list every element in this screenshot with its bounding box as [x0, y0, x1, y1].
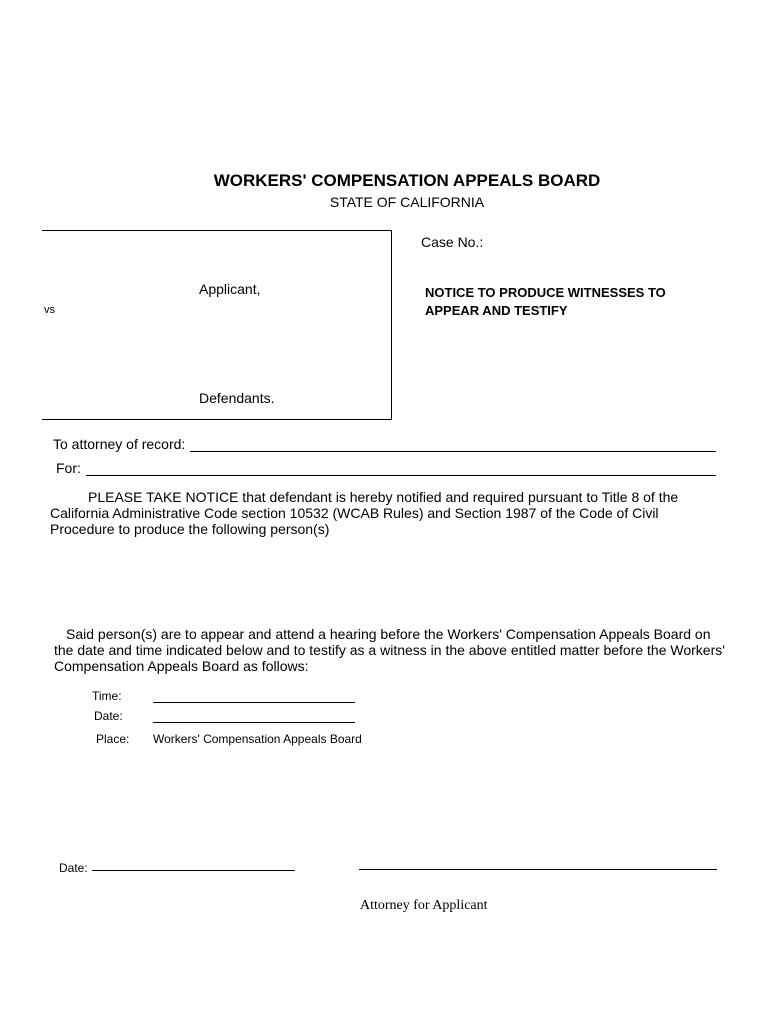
- place-label: Place:: [96, 732, 130, 746]
- form-subtitle: STATE OF CALIFORNIA: [329, 194, 485, 210]
- hearing-paragraph-line-1: Said person(s) are to appear and attend a hearing before the Workers' Compensation Appeals Board on: [66, 626, 711, 642]
- signature-date-label: Date:: [59, 861, 88, 875]
- notice-paragraph: [50, 489, 730, 537]
- notice-title: [425, 284, 745, 320]
- notice-title-line-2: APPEAR AND TESTIFY: [425, 303, 568, 318]
- time-field[interactable]: [153, 702, 355, 703]
- hearing-paragraph-line-3: Compensation Appeals Board as follows:: [54, 658, 309, 674]
- notice-paragraph-line-1: PLEASE TAKE NOTICE that defendant is hereby notified and required pursuant to Title 8 of the: [88, 489, 679, 505]
- place-value: Workers' Compensation Appeals Board: [153, 732, 362, 746]
- attorney-of-record-field[interactable]: [190, 451, 716, 452]
- vs-label: vs: [44, 304, 55, 316]
- signature-date-field[interactable]: [92, 870, 295, 871]
- notice-paragraph-line-2: California Administrative Code section 10532 (WCAB Rules) and Section 1987 of the Code of Civil: [50, 505, 659, 521]
- attorney-signature-line[interactable]: [359, 869, 717, 870]
- hearing-date-field[interactable]: [153, 722, 355, 723]
- defendants-label: Defendants.: [199, 390, 275, 406]
- hearing-date-label: Date:: [94, 709, 123, 723]
- attorney-of-record-label: To attorney of record:: [53, 436, 186, 452]
- applicant-label: Applicant,: [199, 281, 261, 297]
- case-no-label: Case No.:: [421, 234, 484, 250]
- for-field[interactable]: [86, 475, 716, 476]
- attorney-for-applicant-caption: Attorney for Applicant: [360, 898, 488, 913]
- notice-paragraph-line-3: Procedure to produce the following person(s): [50, 521, 330, 537]
- hearing-paragraph: [54, 626, 734, 674]
- for-label: For:: [56, 460, 81, 476]
- hearing-paragraph-line-2: the date and time indicated below and to testify as a witness in the above entitled matter before the Workers': [54, 642, 725, 658]
- notice-title-line-1: NOTICE TO PRODUCE WITNESSES TO: [425, 285, 666, 300]
- time-label: Time:: [92, 689, 122, 703]
- form-title: WORKERS' COMPENSATION APPEALS BOARD: [213, 171, 601, 190]
